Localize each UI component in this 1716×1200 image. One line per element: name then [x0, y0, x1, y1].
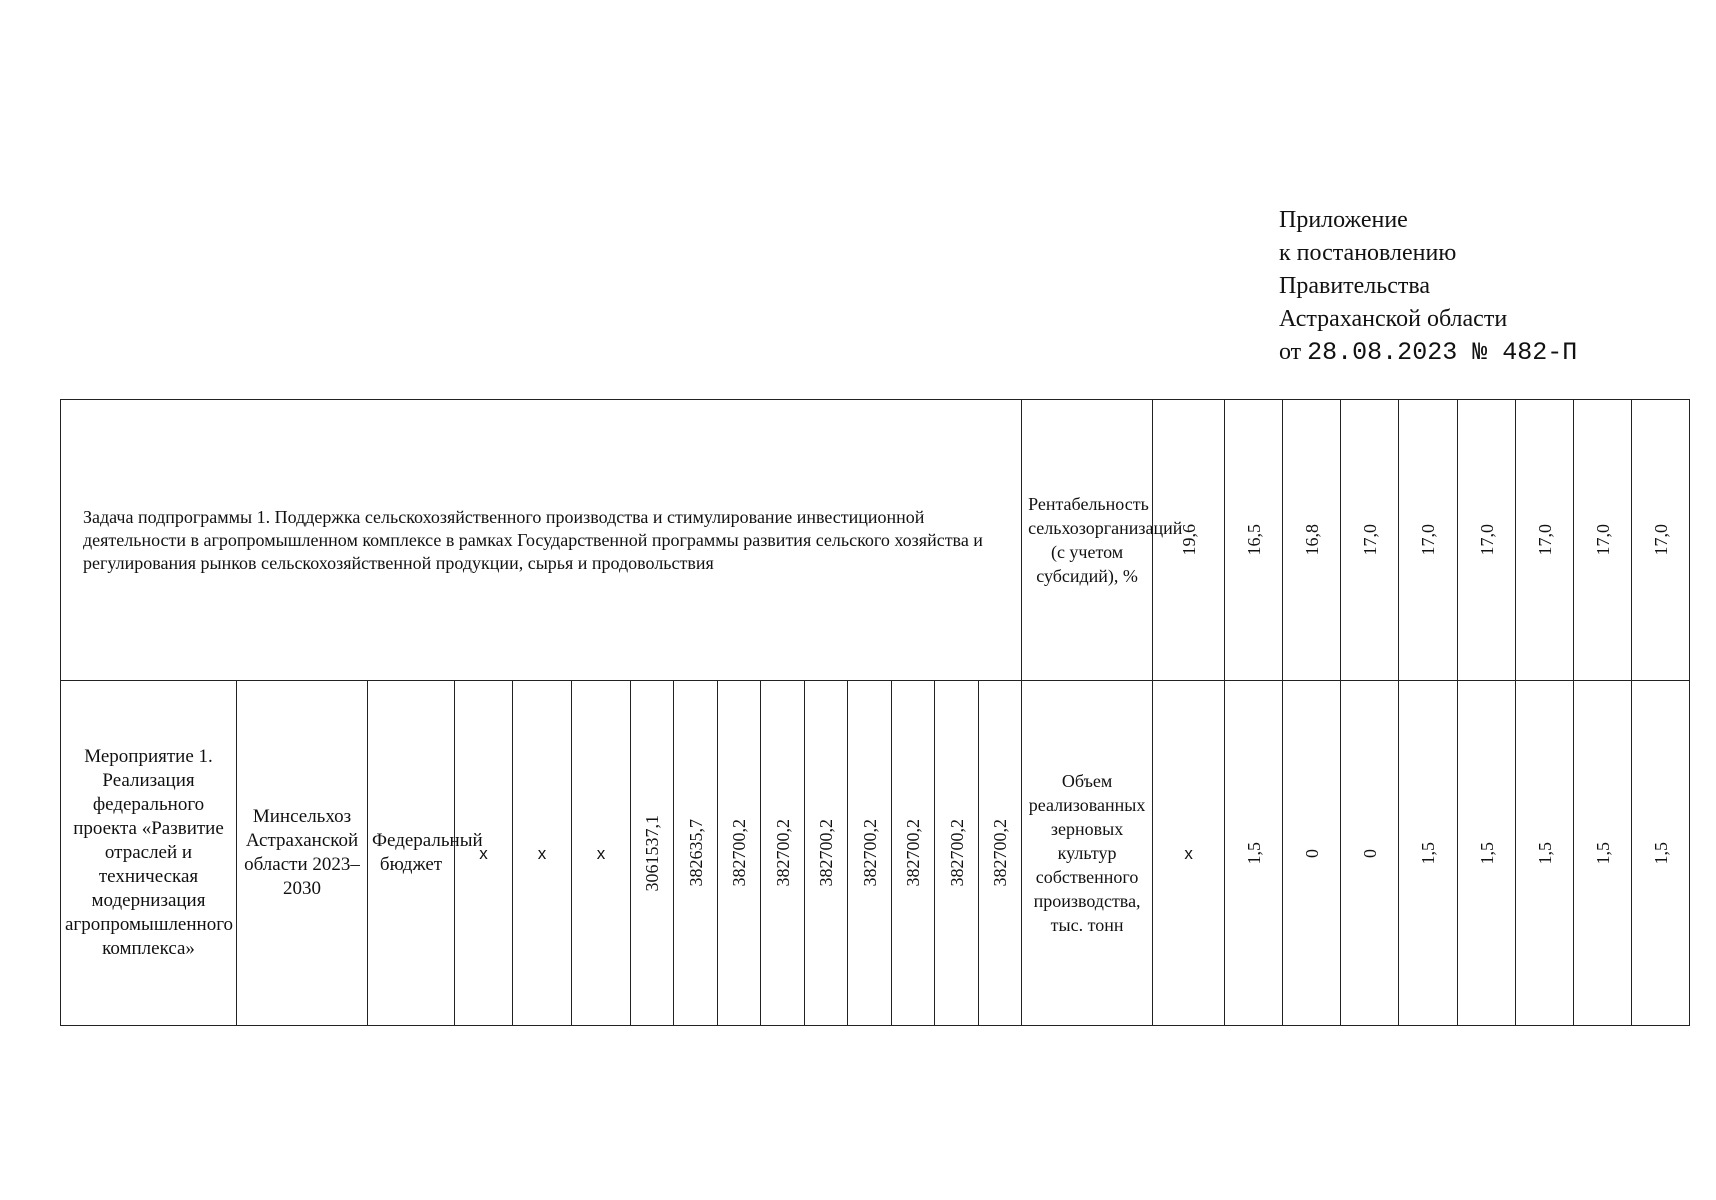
measure-name-cell — [61, 681, 237, 1026]
funding-cell — [848, 681, 892, 1026]
task-value: 17,0 — [1476, 524, 1497, 556]
task-value-cell — [1574, 400, 1632, 681]
appendix-header — [1279, 204, 1577, 369]
task-value-cell — [1458, 400, 1516, 681]
measure-indicator-cell — [1022, 681, 1153, 1026]
measure-value-cell — [1225, 681, 1283, 1026]
funding-source: Федеральный бюджет — [372, 830, 483, 875]
header-line-region: Астраханской области — [1279, 306, 1508, 332]
x-mark-cell — [572, 681, 631, 1026]
date-prefix: от — [1279, 339, 1302, 365]
measure-value: 1,5 — [1650, 841, 1671, 865]
funding-value: 382700,2 — [859, 819, 880, 887]
task-value-cell — [1283, 400, 1341, 681]
measure-value: 1,5 — [1418, 841, 1439, 865]
funding-value: 382700,2 — [772, 819, 793, 887]
funding-cell — [935, 681, 979, 1026]
measure-value-cell — [1399, 681, 1458, 1026]
funding-value: 382635,7 — [685, 819, 706, 887]
header-line-date — [1279, 336, 1577, 369]
executor: Минсельхоз Астраханской области 2023–2030 — [244, 806, 360, 899]
task-value: 17,0 — [1650, 524, 1671, 556]
measure-value-cell — [1574, 681, 1632, 1026]
funding-value: 382700,2 — [729, 819, 749, 887]
task-value: 19,6 — [1178, 524, 1199, 556]
funding-source-cell — [368, 681, 483, 1026]
x-mark-cell — [513, 681, 572, 1026]
measure-value: 0 — [1359, 848, 1380, 858]
document-number: 28.08.2023 № 482-П — [1307, 338, 1578, 367]
funding-value: 382700,2 — [990, 819, 1011, 887]
measure-value: 1,5 — [1534, 841, 1555, 865]
task-indicator-cell — [1022, 400, 1183, 681]
funding-cell — [674, 681, 718, 1026]
funding-cell — [979, 681, 1022, 1026]
task-value-cell — [1225, 400, 1283, 681]
funding-cell — [805, 681, 848, 1026]
task-value: 16,5 — [1243, 524, 1264, 556]
x-mark-cell — [455, 681, 513, 1026]
task-row — [61, 400, 1690, 681]
funding-cell — [631, 681, 674, 1026]
task-value: 17,0 — [1592, 524, 1613, 556]
task-value-cell — [1153, 400, 1225, 681]
funding-value: 382700,2 — [946, 819, 967, 887]
task-value-cell — [1341, 400, 1399, 681]
funding-value: 3061537,1 — [642, 814, 662, 892]
task-value: 17,0 — [1359, 524, 1380, 556]
task-value-cell — [1399, 400, 1458, 681]
measure-value: х — [1184, 843, 1193, 863]
measure-value-cell — [1516, 681, 1574, 1026]
funding-value: 382700,2 — [816, 819, 836, 887]
funding-value: 382700,2 — [903, 819, 923, 887]
measure-row — [61, 681, 1690, 1026]
measure-value: 1,5 — [1243, 841, 1264, 865]
x-mark: х — [479, 843, 488, 863]
task-description: Задача подпрограммы 1. Поддержка сельскохозяйственного производства и стимулирование инвестиционной деятельности в агропромышленном комплексе в рамках Государственной программы развития сельского хозяйства и регулирования рынков сельскохозяйственной продукции, сырья и продовольствия — [61, 400, 1022, 681]
measure-value-cell — [1341, 681, 1399, 1026]
appendix-table — [60, 399, 1690, 1026]
measure-value: 0 — [1301, 848, 1322, 858]
x-mark: х — [537, 843, 547, 863]
task-indicator: Рентабельность сельхозорганизаций (с учетом субсидий), % — [1028, 494, 1183, 586]
task-value-cell — [1632, 400, 1690, 681]
x-mark: х — [596, 843, 606, 863]
funding-cell — [761, 681, 805, 1026]
measure-name: Мероприятие 1. Реализация федерального проекта «Развитие отраслей и техническая модернизация агропромышленного комплекса» — [65, 746, 234, 959]
measure-value: 1,5 — [1476, 841, 1497, 865]
measure-value-cell — [1283, 681, 1341, 1026]
header-line-government: Правительства — [1279, 273, 1431, 299]
task-value-cell — [1516, 400, 1574, 681]
header-line-resolution: к постановлению — [1279, 240, 1457, 266]
task-value: 17,0 — [1418, 524, 1439, 556]
funding-cell — [718, 681, 761, 1026]
executor-cell — [237, 681, 368, 1026]
header-line-appendix: Приложение — [1279, 207, 1408, 233]
funding-cell — [892, 681, 935, 1026]
task-value: 17,0 — [1534, 524, 1555, 556]
measure-indicator: Объем реализованных зерновых культур собственного производства, тыс. тонн — [1028, 771, 1146, 935]
measure-value-cell — [1632, 681, 1690, 1026]
task-value: 16,8 — [1301, 524, 1322, 556]
measure-value-cell — [1458, 681, 1516, 1026]
measure-value: 1,5 — [1592, 841, 1613, 865]
measure-value-cell — [1153, 681, 1225, 1026]
